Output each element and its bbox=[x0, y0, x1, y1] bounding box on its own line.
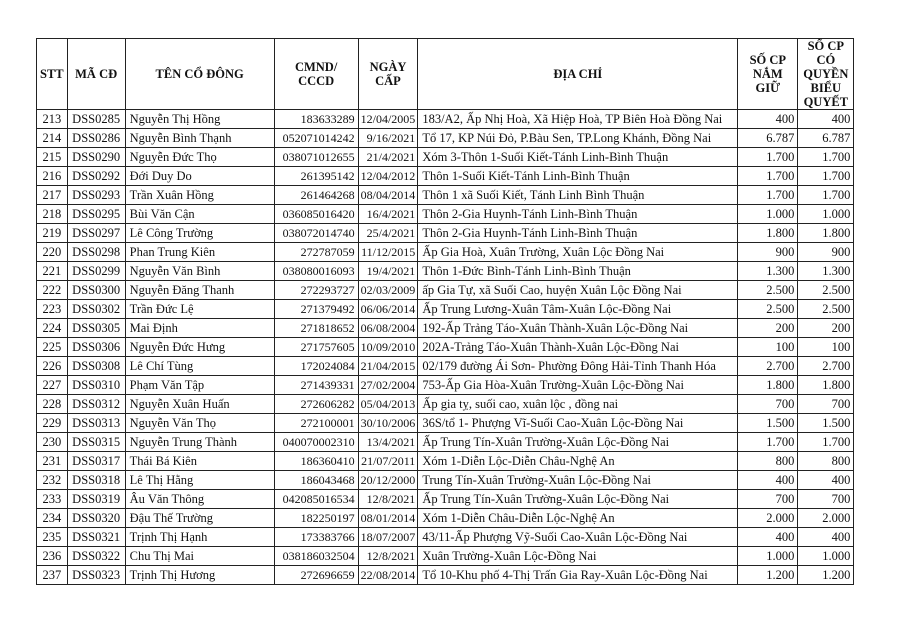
cell-ten-co-dong: Nguyễn Xuân Huấn bbox=[125, 395, 274, 414]
cell-cmnd: 172024084 bbox=[274, 357, 358, 376]
cell-dia-chi: Xóm 3-Thôn 1-Suối Kiết-Tánh Linh-Bình Thuận bbox=[418, 148, 738, 167]
cell-dia-chi: Ấp gia tỵ, suối cao, xuân lộc , đồng nai bbox=[418, 395, 738, 414]
cell-stt: 228 bbox=[37, 395, 68, 414]
cell-ten-co-dong: Chu Thị Mai bbox=[125, 547, 274, 566]
cell-ngay-cap: 08/01/2014 bbox=[358, 509, 418, 528]
cell-ngay-cap: 02/03/2009 bbox=[358, 281, 418, 300]
table-row bbox=[37, 433, 854, 452]
cell-so-cp-co-quyen: 400 bbox=[798, 110, 854, 129]
table-row bbox=[37, 129, 854, 148]
cell-so-cp-nam-giu: 400 bbox=[738, 528, 798, 547]
cell-ten-co-dong: Thái Bá Kiên bbox=[125, 452, 274, 471]
cell-stt: 230 bbox=[37, 433, 68, 452]
cell-so-cp-nam-giu: 400 bbox=[738, 110, 798, 129]
cell-ten-co-dong: Nguyễn Đăng Thanh bbox=[125, 281, 274, 300]
cell-cmnd: 038186032504 bbox=[274, 547, 358, 566]
cell-so-cp-nam-giu: 2.500 bbox=[738, 281, 798, 300]
cell-ma-cd: DSS0290 bbox=[67, 148, 125, 167]
table-row bbox=[37, 319, 854, 338]
cell-ma-cd: DSS0319 bbox=[67, 490, 125, 509]
table-body bbox=[37, 110, 854, 585]
cell-cmnd: 261464268 bbox=[274, 186, 358, 205]
cell-ngay-cap: 20/12/2000 bbox=[358, 471, 418, 490]
cell-so-cp-co-quyen: 800 bbox=[798, 452, 854, 471]
cell-dia-chi: Ấp Trung Lương-Xuân Tâm-Xuân Lộc-Đồng Nai bbox=[418, 300, 738, 319]
table-row bbox=[37, 224, 854, 243]
table-row bbox=[37, 395, 854, 414]
cell-dia-chi: Tổ 17, KP Núi Đỏ, P.Bàu Sen, TP.Long Khánh, Đồng Nai bbox=[418, 129, 738, 148]
cell-stt: 227 bbox=[37, 376, 68, 395]
table-row bbox=[37, 186, 854, 205]
table-row bbox=[37, 243, 854, 262]
cell-so-cp-nam-giu: 2.000 bbox=[738, 509, 798, 528]
cell-stt: 231 bbox=[37, 452, 68, 471]
cell-ten-co-dong: Đậu Thế Trường bbox=[125, 509, 274, 528]
cell-ma-cd: DSS0320 bbox=[67, 509, 125, 528]
table-row bbox=[37, 566, 854, 585]
cell-dia-chi: 43/11-Ấp Phượng Vỹ-Suối Cao-Xuân Lộc-Đồng Nai bbox=[418, 528, 738, 547]
cell-stt: 225 bbox=[37, 338, 68, 357]
cell-cmnd: 272696659 bbox=[274, 566, 358, 585]
cell-cmnd: 182250197 bbox=[274, 509, 358, 528]
cell-cmnd: 052071014242 bbox=[274, 129, 358, 148]
cell-stt: 237 bbox=[37, 566, 68, 585]
cell-ngay-cap: 30/10/2006 bbox=[358, 414, 418, 433]
table-row bbox=[37, 338, 854, 357]
cell-ten-co-dong: Trần Xuân Hồng bbox=[125, 186, 274, 205]
table-row bbox=[37, 110, 854, 129]
cell-dia-chi: ấp Gia Tự, xã Suối Cao, huyện Xuân Lộc Đồng Nai bbox=[418, 281, 738, 300]
header-ten-co-dong: TÊN CỔ ĐÔNG bbox=[125, 39, 274, 110]
cell-ma-cd: DSS0313 bbox=[67, 414, 125, 433]
cell-dia-chi: Xuân Trường-Xuân Lộc-Đồng Nai bbox=[418, 547, 738, 566]
cell-cmnd: 272293727 bbox=[274, 281, 358, 300]
cell-so-cp-co-quyen: 1.800 bbox=[798, 224, 854, 243]
cell-ten-co-dong: Nguyễn Trung Thành bbox=[125, 433, 274, 452]
cell-so-cp-nam-giu: 1.800 bbox=[738, 376, 798, 395]
cell-so-cp-nam-giu: 100 bbox=[738, 338, 798, 357]
table-row bbox=[37, 262, 854, 281]
cell-ngay-cap: 12/04/2005 bbox=[358, 110, 418, 129]
cell-ma-cd: DSS0315 bbox=[67, 433, 125, 452]
cell-stt: 219 bbox=[37, 224, 68, 243]
cell-so-cp-nam-giu: 1.300 bbox=[738, 262, 798, 281]
cell-dia-chi: Ấp Gia Hoà, Xuân Trường, Xuân Lộc Đồng Nai bbox=[418, 243, 738, 262]
cell-so-cp-nam-giu: 400 bbox=[738, 471, 798, 490]
cell-so-cp-co-quyen: 400 bbox=[798, 471, 854, 490]
cell-so-cp-co-quyen: 1.000 bbox=[798, 547, 854, 566]
cell-ten-co-dong: Lê Công Trường bbox=[125, 224, 274, 243]
cell-ngay-cap: 12/8/2021 bbox=[358, 490, 418, 509]
cell-so-cp-nam-giu: 1.700 bbox=[738, 186, 798, 205]
cell-stt: 235 bbox=[37, 528, 68, 547]
cell-ngay-cap: 9/16/2021 bbox=[358, 129, 418, 148]
table-row bbox=[37, 414, 854, 433]
cell-ten-co-dong: Trịnh Thị Hạnh bbox=[125, 528, 274, 547]
cell-stt: 222 bbox=[37, 281, 68, 300]
cell-so-cp-nam-giu: 1.000 bbox=[738, 205, 798, 224]
cell-so-cp-co-quyen: 1.000 bbox=[798, 205, 854, 224]
cell-cmnd: 036085016420 bbox=[274, 205, 358, 224]
cell-ten-co-dong: Lê Thị Hằng bbox=[125, 471, 274, 490]
cell-ngay-cap: 21/07/2011 bbox=[358, 452, 418, 471]
cell-ten-co-dong: Nguyễn Văn Thọ bbox=[125, 414, 274, 433]
cell-so-cp-nam-giu: 800 bbox=[738, 452, 798, 471]
cell-cmnd: 038080016093 bbox=[274, 262, 358, 281]
cell-cmnd: 042085016534 bbox=[274, 490, 358, 509]
cell-stt: 229 bbox=[37, 414, 68, 433]
cell-dia-chi: 202A-Trảng Táo-Xuân Thành-Xuân Lộc-Đồng Nai bbox=[418, 338, 738, 357]
cell-cmnd: 038071012655 bbox=[274, 148, 358, 167]
cell-cmnd: 272787059 bbox=[274, 243, 358, 262]
cell-ma-cd: DSS0293 bbox=[67, 186, 125, 205]
cell-so-cp-nam-giu: 1.700 bbox=[738, 167, 798, 186]
cell-so-cp-co-quyen: 200 bbox=[798, 319, 854, 338]
cell-ten-co-dong: Âu Văn Thông bbox=[125, 490, 274, 509]
cell-so-cp-co-quyen: 2.000 bbox=[798, 509, 854, 528]
header-cmnd: CMND/ CCCD bbox=[274, 39, 358, 110]
cell-so-cp-nam-giu: 700 bbox=[738, 490, 798, 509]
cell-cmnd: 183633289 bbox=[274, 110, 358, 129]
cell-so-cp-co-quyen: 1.700 bbox=[798, 186, 854, 205]
cell-so-cp-co-quyen: 2.700 bbox=[798, 357, 854, 376]
cell-cmnd: 271379492 bbox=[274, 300, 358, 319]
cell-so-cp-nam-giu: 2.500 bbox=[738, 300, 798, 319]
cell-so-cp-nam-giu: 2.700 bbox=[738, 357, 798, 376]
header-stt: STT bbox=[37, 39, 68, 110]
cell-cmnd: 272100001 bbox=[274, 414, 358, 433]
cell-ngay-cap: 19/4/2021 bbox=[358, 262, 418, 281]
cell-ngay-cap: 25/4/2021 bbox=[358, 224, 418, 243]
cell-ten-co-dong: Phan Trung Kiên bbox=[125, 243, 274, 262]
table-row bbox=[37, 281, 854, 300]
cell-so-cp-co-quyen: 1.500 bbox=[798, 414, 854, 433]
header-ma-cd: MÃ CĐ bbox=[67, 39, 125, 110]
cell-so-cp-co-quyen: 1.200 bbox=[798, 566, 854, 585]
table-row bbox=[37, 148, 854, 167]
cell-stt: 234 bbox=[37, 509, 68, 528]
cell-cmnd: 186043468 bbox=[274, 471, 358, 490]
cell-ma-cd: DSS0308 bbox=[67, 357, 125, 376]
cell-cmnd: 271757605 bbox=[274, 338, 358, 357]
cell-so-cp-co-quyen: 1.800 bbox=[798, 376, 854, 395]
table-row bbox=[37, 528, 854, 547]
shareholder-table bbox=[36, 38, 854, 585]
header-so-cp-co-quyen: SỐ CP CÓ QUYỀN BIỂU QUYẾT bbox=[798, 39, 854, 110]
cell-ten-co-dong: Nguyễn Bình Thạnh bbox=[125, 129, 274, 148]
cell-stt: 233 bbox=[37, 490, 68, 509]
cell-ma-cd: DSS0285 bbox=[67, 110, 125, 129]
cell-so-cp-nam-giu: 1.800 bbox=[738, 224, 798, 243]
cell-stt: 218 bbox=[37, 205, 68, 224]
cell-stt: 217 bbox=[37, 186, 68, 205]
cell-ngay-cap: 10/09/2010 bbox=[358, 338, 418, 357]
cell-dia-chi: Thôn 1-Đức Bình-Tánh Linh-Bình Thuận bbox=[418, 262, 738, 281]
cell-stt: 226 bbox=[37, 357, 68, 376]
table-row bbox=[37, 509, 854, 528]
cell-so-cp-nam-giu: 700 bbox=[738, 395, 798, 414]
cell-so-cp-co-quyen: 400 bbox=[798, 528, 854, 547]
cell-ten-co-dong: Trịnh Thị Hương bbox=[125, 566, 274, 585]
cell-ma-cd: DSS0295 bbox=[67, 205, 125, 224]
cell-ma-cd: DSS0305 bbox=[67, 319, 125, 338]
cell-dia-chi: Thôn 2-Gia Huynh-Tánh Linh-Bình Thuận bbox=[418, 224, 738, 243]
table-row bbox=[37, 300, 854, 319]
cell-dia-chi: Ấp Trung Tín-Xuân Trường-Xuân Lộc-Đồng Nai bbox=[418, 490, 738, 509]
cell-ten-co-dong: Đới Duy Do bbox=[125, 167, 274, 186]
cell-ngay-cap: 21/04/2015 bbox=[358, 357, 418, 376]
cell-stt: 216 bbox=[37, 167, 68, 186]
cell-ten-co-dong: Trần Đức Lệ bbox=[125, 300, 274, 319]
cell-ngay-cap: 18/07/2007 bbox=[358, 528, 418, 547]
cell-so-cp-nam-giu: 6.787 bbox=[738, 129, 798, 148]
cell-ten-co-dong: Bùi Văn Cận bbox=[125, 205, 274, 224]
cell-ngay-cap: 12/04/2012 bbox=[358, 167, 418, 186]
cell-stt: 215 bbox=[37, 148, 68, 167]
cell-so-cp-co-quyen: 1.300 bbox=[798, 262, 854, 281]
cell-ma-cd: DSS0318 bbox=[67, 471, 125, 490]
cell-ngay-cap: 16/4/2021 bbox=[358, 205, 418, 224]
cell-dia-chi: 36S/tổ 1- Phượng Vĩ-Suối Cao-Xuân Lộc-Đồng Nai bbox=[418, 414, 738, 433]
cell-cmnd: 271818652 bbox=[274, 319, 358, 338]
cell-ten-co-dong: Phạm Văn Tập bbox=[125, 376, 274, 395]
cell-cmnd: 261395142 bbox=[274, 167, 358, 186]
cell-dia-chi: 753-Ấp Gia Hòa-Xuân Trường-Xuân Lộc-Đồng Nai bbox=[418, 376, 738, 395]
cell-dia-chi: 192-Ấp Trảng Táo-Xuân Thành-Xuân Lộc-Đồng Nai bbox=[418, 319, 738, 338]
cell-stt: 221 bbox=[37, 262, 68, 281]
cell-stt: 224 bbox=[37, 319, 68, 338]
cell-ten-co-dong: Lê Chí Tùng bbox=[125, 357, 274, 376]
cell-ma-cd: DSS0323 bbox=[67, 566, 125, 585]
cell-stt: 213 bbox=[37, 110, 68, 129]
cell-ten-co-dong: Nguyễn Văn Bình bbox=[125, 262, 274, 281]
header-so-cp-nam-giu: SỐ CP NẮM GIỮ bbox=[738, 39, 798, 110]
cell-ngay-cap: 27/02/2004 bbox=[358, 376, 418, 395]
cell-ma-cd: DSS0300 bbox=[67, 281, 125, 300]
table-row bbox=[37, 376, 854, 395]
cell-ngay-cap: 22/08/2014 bbox=[358, 566, 418, 585]
cell-ma-cd: DSS0322 bbox=[67, 547, 125, 566]
cell-ten-co-dong: Mai Định bbox=[125, 319, 274, 338]
cell-dia-chi: Trung Tín-Xuân Trường-Xuân Lộc-Đồng Nai bbox=[418, 471, 738, 490]
cell-stt: 223 bbox=[37, 300, 68, 319]
table-header-row bbox=[37, 39, 854, 110]
cell-ma-cd: DSS0286 bbox=[67, 129, 125, 148]
header-dia-chi: ĐỊA CHỈ bbox=[418, 39, 738, 110]
cell-ma-cd: DSS0299 bbox=[67, 262, 125, 281]
cell-ma-cd: DSS0312 bbox=[67, 395, 125, 414]
cell-dia-chi: Thôn 2-Gia Huynh-Tánh Linh-Bình Thuận bbox=[418, 205, 738, 224]
cell-so-cp-nam-giu: 1.700 bbox=[738, 433, 798, 452]
cell-dia-chi: 02/179 đường Ái Sơn- Phường Đông Hải-Tỉnh Thanh Hóa bbox=[418, 357, 738, 376]
table-row bbox=[37, 167, 854, 186]
cell-ten-co-dong: Nguyễn Đức Hưng bbox=[125, 338, 274, 357]
cell-so-cp-co-quyen: 1.700 bbox=[798, 167, 854, 186]
table-row bbox=[37, 205, 854, 224]
cell-so-cp-co-quyen: 6.787 bbox=[798, 129, 854, 148]
cell-dia-chi: Xóm 1-Diễn Lộc-Diễn Châu-Nghệ An bbox=[418, 452, 738, 471]
cell-so-cp-co-quyen: 900 bbox=[798, 243, 854, 262]
cell-so-cp-nam-giu: 900 bbox=[738, 243, 798, 262]
cell-ngay-cap: 08/04/2014 bbox=[358, 186, 418, 205]
cell-dia-chi: Ấp Trung Tín-Xuân Trường-Xuân Lộc-Đồng Nai bbox=[418, 433, 738, 452]
cell-ten-co-dong: Nguyễn Thị Hồng bbox=[125, 110, 274, 129]
table-row bbox=[37, 452, 854, 471]
cell-so-cp-co-quyen: 700 bbox=[798, 395, 854, 414]
header-ngay-cap: NGÀY CẤP bbox=[358, 39, 418, 110]
cell-ma-cd: DSS0317 bbox=[67, 452, 125, 471]
table-row bbox=[37, 471, 854, 490]
shareholder-table-page bbox=[36, 38, 854, 585]
cell-so-cp-nam-giu: 1.500 bbox=[738, 414, 798, 433]
cell-so-cp-nam-giu: 1.700 bbox=[738, 148, 798, 167]
table-row bbox=[37, 547, 854, 566]
cell-stt: 220 bbox=[37, 243, 68, 262]
cell-stt: 214 bbox=[37, 129, 68, 148]
cell-ma-cd: DSS0321 bbox=[67, 528, 125, 547]
cell-so-cp-co-quyen: 100 bbox=[798, 338, 854, 357]
cell-ma-cd: DSS0297 bbox=[67, 224, 125, 243]
cell-dia-chi: Thôn 1 xã Suối Kiết, Tánh Linh Bình Thuận bbox=[418, 186, 738, 205]
cell-ngay-cap: 06/06/2014 bbox=[358, 300, 418, 319]
cell-ngay-cap: 11/12/2015 bbox=[358, 243, 418, 262]
cell-cmnd: 173383766 bbox=[274, 528, 358, 547]
cell-cmnd: 271439331 bbox=[274, 376, 358, 395]
cell-ngay-cap: 12/8/2021 bbox=[358, 547, 418, 566]
cell-dia-chi: Xóm 1-Diễn Châu-Diễn Lộc-Nghệ An bbox=[418, 509, 738, 528]
cell-ngay-cap: 21/4/2021 bbox=[358, 148, 418, 167]
cell-ngay-cap: 13/4/2021 bbox=[358, 433, 418, 452]
cell-cmnd: 040070002310 bbox=[274, 433, 358, 452]
cell-ngay-cap: 06/08/2004 bbox=[358, 319, 418, 338]
cell-ma-cd: DSS0292 bbox=[67, 167, 125, 186]
cell-so-cp-co-quyen: 2.500 bbox=[798, 281, 854, 300]
cell-cmnd: 038072014740 bbox=[274, 224, 358, 243]
table-row bbox=[37, 490, 854, 509]
cell-so-cp-co-quyen: 2.500 bbox=[798, 300, 854, 319]
cell-stt: 232 bbox=[37, 471, 68, 490]
cell-so-cp-nam-giu: 1.200 bbox=[738, 566, 798, 585]
cell-cmnd: 186360410 bbox=[274, 452, 358, 471]
cell-dia-chi: Tổ 10-Khu phố 4-Thị Trấn Gia Ray-Xuân Lộc-Đồng Nai bbox=[418, 566, 738, 585]
cell-so-cp-co-quyen: 1.700 bbox=[798, 148, 854, 167]
cell-so-cp-nam-giu: 1.000 bbox=[738, 547, 798, 566]
cell-so-cp-co-quyen: 1.700 bbox=[798, 433, 854, 452]
cell-ma-cd: DSS0310 bbox=[67, 376, 125, 395]
cell-ngay-cap: 05/04/2013 bbox=[358, 395, 418, 414]
cell-cmnd: 272606282 bbox=[274, 395, 358, 414]
table-row bbox=[37, 357, 854, 376]
cell-so-cp-co-quyen: 700 bbox=[798, 490, 854, 509]
cell-so-cp-nam-giu: 200 bbox=[738, 319, 798, 338]
cell-ma-cd: DSS0302 bbox=[67, 300, 125, 319]
cell-dia-chi: Thôn 1-Suối Kiết-Tánh Linh-Bình Thuận bbox=[418, 167, 738, 186]
cell-stt: 236 bbox=[37, 547, 68, 566]
cell-ma-cd: DSS0298 bbox=[67, 243, 125, 262]
cell-ma-cd: DSS0306 bbox=[67, 338, 125, 357]
cell-ten-co-dong: Nguyễn Đức Thọ bbox=[125, 148, 274, 167]
cell-dia-chi: 183/A2, Ấp Nhị Hoà, Xã Hiệp Hoà, TP Biên Hoà Đồng Nai bbox=[418, 110, 738, 129]
